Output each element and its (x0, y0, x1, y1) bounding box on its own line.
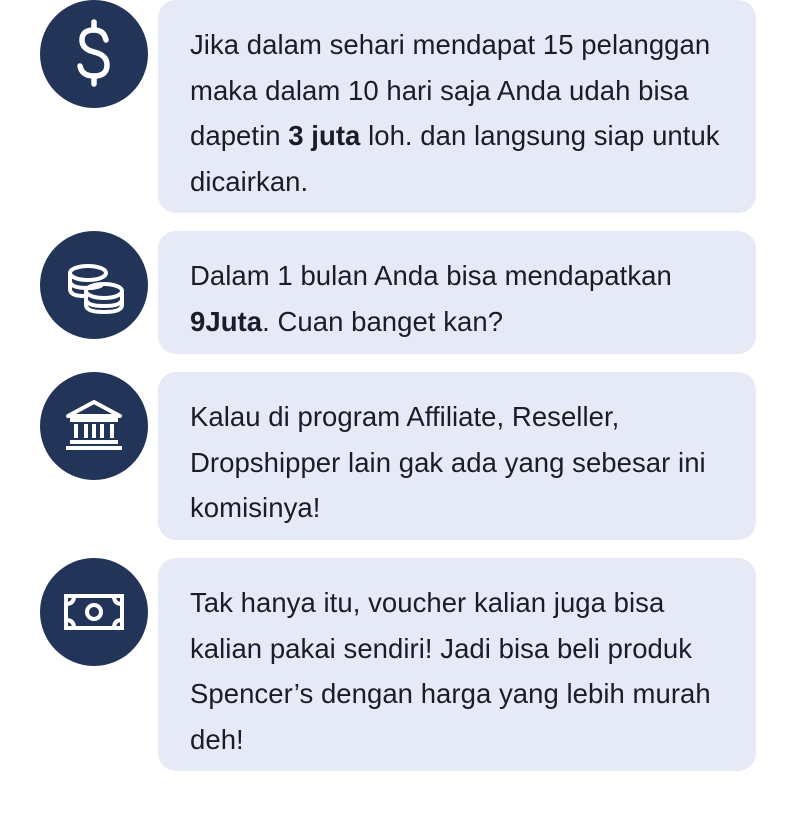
feature-bubble (158, 0, 756, 213)
feature-bubble (158, 558, 756, 771)
money-bill-icon (40, 558, 148, 666)
dollar-sign-icon (40, 0, 148, 108)
feature-bubble (158, 231, 756, 354)
feature-text: Kalau di program Affiliate, Reseller, Dropshipper lain gak ada yang sebesar ini komisinya! (190, 401, 706, 523)
feature-text: Tak hanya itu, voucher kalian juga bisa kalian pakai sendiri! Jadi bisa beli produk Spencer’s dengan harga yang lebih murah deh! (190, 587, 711, 755)
coins-icon (40, 231, 148, 339)
feature-text: Jika dalam sehari mendapat 15 pelanggan maka dalam 10 hari saja Anda udah bisa dapetin 3 juta loh. dan langsung siap untuk dicairkan. (190, 29, 720, 197)
bank-icon (40, 372, 148, 480)
feature-text: Dalam 1 bulan Anda bisa mendapatkan 9Juta. Cuan banget kan? (190, 260, 672, 337)
feature-bubble (158, 372, 756, 540)
